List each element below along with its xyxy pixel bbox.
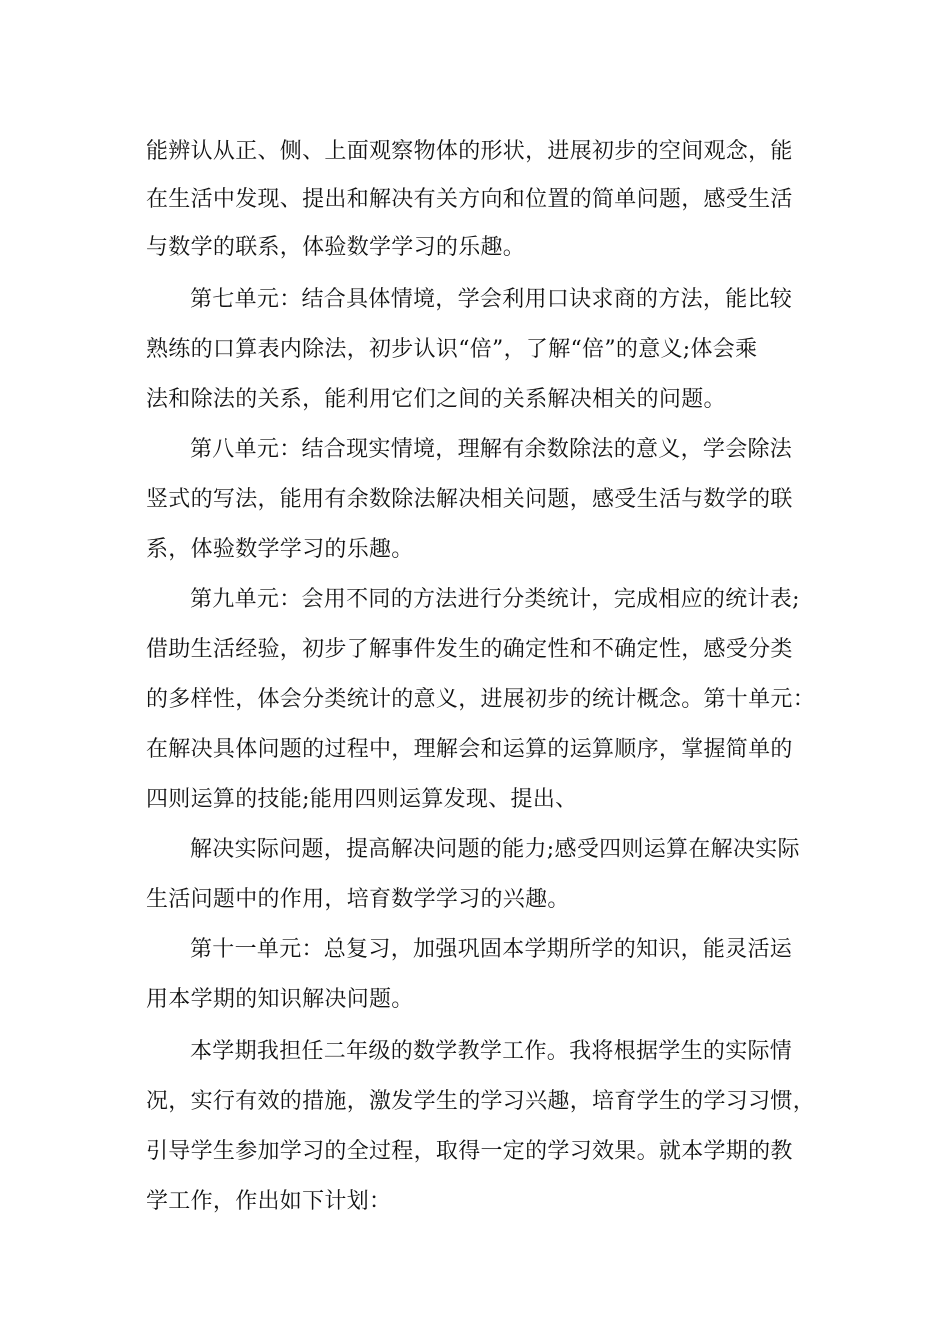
text-line: 熟练的口算表内除法，初步认识“倍”，了解“倍”的意义;体会乘	[146, 337, 758, 362]
text-line: 第七单元：结合具体情境，学会利用口诀求商的方法，能比较	[190, 287, 793, 312]
text-line: 第九单元：会用不同的方法进行分类统计，完成相应的统计表;	[190, 587, 800, 612]
text-line: 引导学生参加学习的全过程，取得一定的学习效果。就本学期的教	[146, 1139, 793, 1164]
text-line: 第八单元：结合现实情境，理解有余数除法的意义，学会除法	[190, 437, 793, 462]
text-line: 在生活中发现、提出和解决有关方向和位置的简单问题，感受生活	[146, 187, 793, 212]
text-line: 第十一单元：总复习，加强巩固本学期所学的知识，能灵活运	[190, 937, 793, 962]
text-line: 竖式的写法，能用有余数除法解决相关问题，感受生活与数学的联	[146, 487, 793, 512]
text-line: 四则运算的技能;能用四则运算发现、提出、	[146, 787, 578, 812]
text-line: 学工作，作出如下计划：	[146, 1189, 392, 1214]
text-line: 况，实行有效的措施，激发学生的学习兴趣，培育学生的学习习惯，	[146, 1089, 816, 1114]
text-line: 能辨认从正、侧、上面观察物体的形状，进展初步的空间观念，能	[146, 139, 793, 164]
text-line: 用本学期的知识解决问题。	[146, 987, 414, 1012]
text-line: 本学期我担任二年级的数学教学工作。我将根据学生的实际情	[190, 1039, 793, 1064]
text-line: 借助生活经验，初步了解事件发生的确定性和不确定性，感受分类	[146, 637, 793, 662]
text-line: 解决实际问题，提高解决问题的能力;感受四则运算在解决实际	[190, 837, 800, 862]
text-line: 生活问题中的作用，培育数学学习的兴趣。	[146, 887, 570, 912]
text-line: 系，体验数学学习的乐趣。	[146, 537, 414, 562]
text-line: 的多样性，体会分类统计的意义，进展初步的统计概念。第十单元：	[146, 687, 816, 712]
text-line: 法和除法的关系，能利用它们之间的关系解决相关的问题。	[146, 387, 726, 412]
text-line: 与数学的联系，体验数学学习的乐趣。	[146, 235, 526, 260]
text-line: 在解决具体问题的过程中，理解会和运算的运算顺序，掌握简单的	[146, 737, 793, 762]
